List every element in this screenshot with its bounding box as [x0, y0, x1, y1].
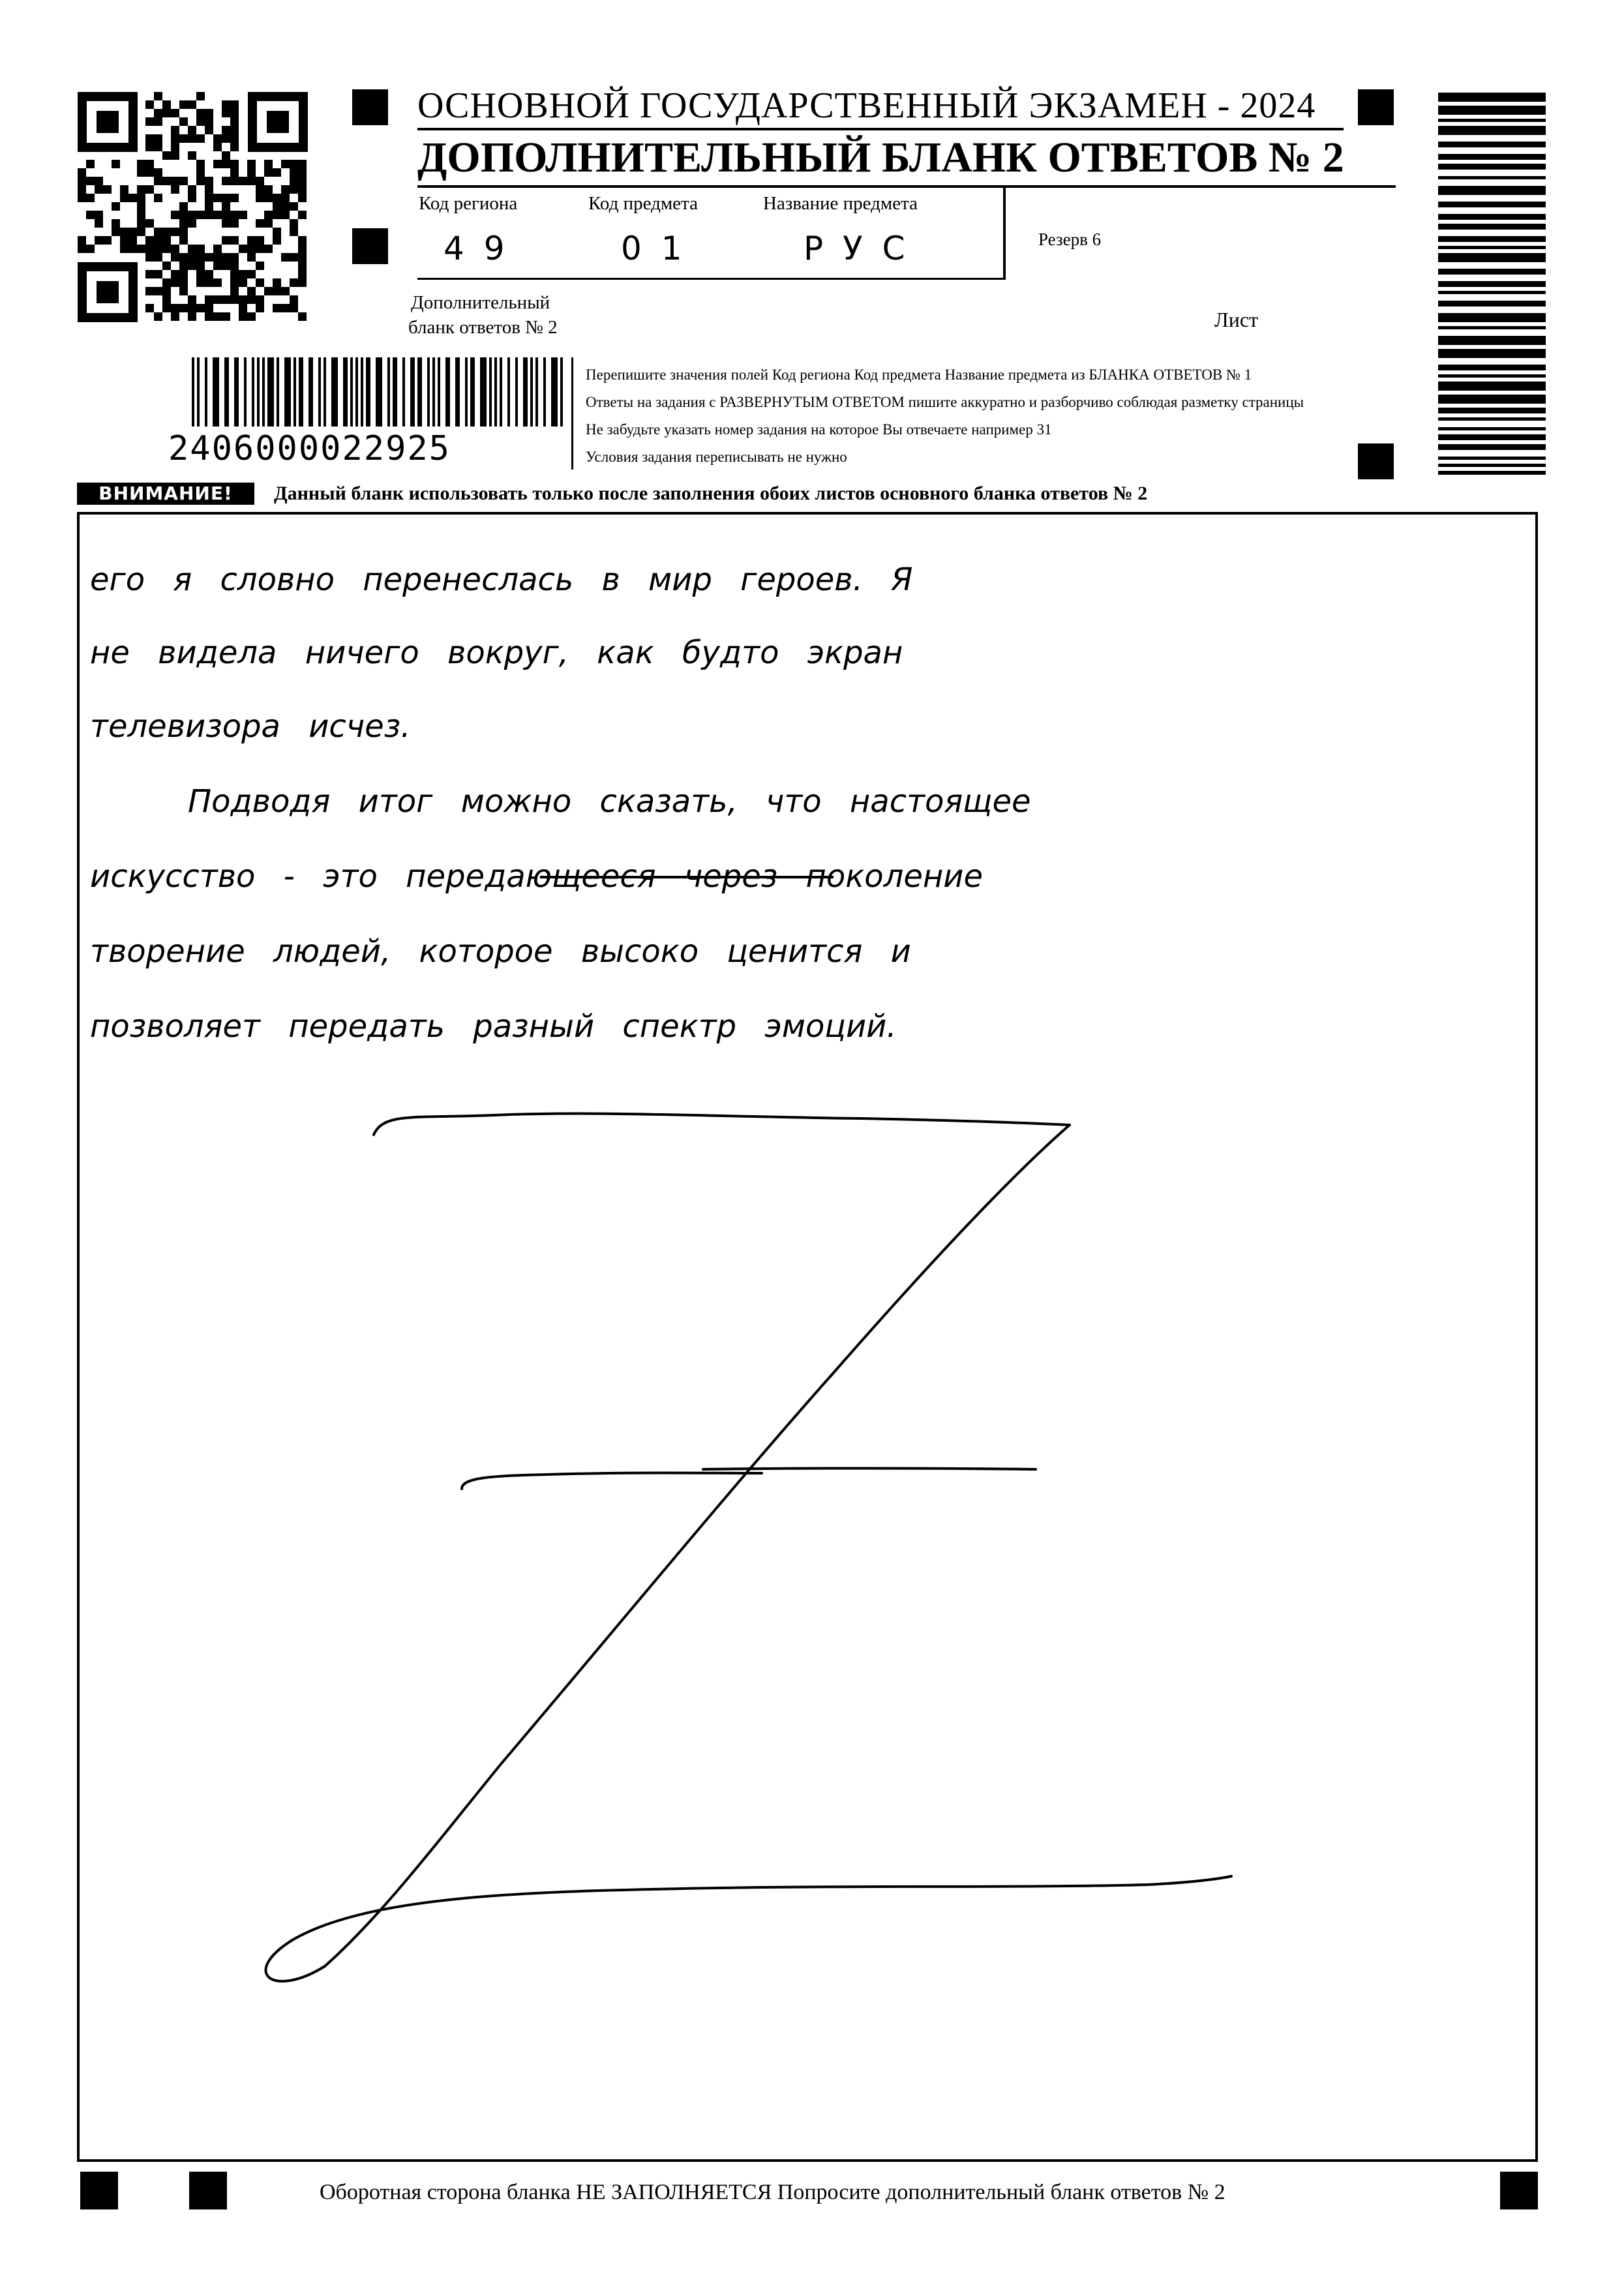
exam-title: ОСНОВНОЙ ГОСУДАРСТВЕННЫЙ ЭКЗАМЕН - 2024: [417, 83, 1344, 130]
subject-name-value: РУС: [804, 230, 925, 267]
registration-marker: [352, 228, 388, 264]
qr-code: [77, 91, 308, 323]
answer-line: его я словно перенеслась в мир героев. Я: [90, 562, 913, 598]
registration-marker: [80, 2172, 118, 2209]
answer-line: телевизора исчез.: [90, 708, 411, 745]
footer-note: Оборотная сторона бланка НЕ ЗАПОЛНЯЕТСЯ Попросите дополнительный бланк ответов № 2: [320, 2180, 1226, 2204]
registration-marker: [1358, 89, 1394, 125]
answer-handwriting: [77, 512, 1538, 2162]
answer-line: творение людей, которое высоко ценится и: [90, 933, 911, 970]
warning-text: Данный бланк использовать только после заполнения обоих листов основного бланка ответов № 2: [274, 483, 1148, 504]
answer-line: Подводя итог можно сказать, что настоящее: [188, 783, 1031, 820]
instruction-line: Условия задания переписывать не нужно: [586, 449, 847, 465]
warning-badge: ВНИМАНИЕ!: [77, 483, 254, 505]
answer-line: позволяет передать разный спектр эмоций.: [90, 1008, 897, 1045]
form-name-line2: бланк ответов № 2: [408, 317, 558, 338]
instruction-line: Ответы на задания с РАЗВЕРНУТЫМ ОТВЕТОМ пишите аккуратно и разборчиво соблюдая разметку страницы: [586, 394, 1304, 410]
timing-stripes: [1438, 91, 1549, 476]
region-code-label: Код региона: [419, 193, 518, 214]
barcode-number: 2406000022925: [168, 429, 451, 468]
barcode: [189, 357, 567, 430]
subject-code-label: Код предмета: [588, 193, 698, 214]
registration-marker: [352, 89, 388, 125]
instruction-line: Перепишите значения полей Код региона Код предмета Название предмета из БЛАНКА ОТВЕТОВ № 1: [586, 367, 1252, 383]
registration-marker: [1358, 443, 1394, 479]
registration-marker: [1500, 2172, 1538, 2209]
answer-line: не видела ничего вокруг, как будто экран: [90, 635, 903, 671]
reserve-label: Резерв 6: [1038, 230, 1102, 249]
answer-line: искусство - это передающееся через поколение: [90, 858, 983, 895]
registration-marker: [189, 2172, 227, 2209]
form-title: ДОПОЛНИТЕЛЬНЫЙ БЛАНК ОТВЕТОВ № 2: [417, 134, 1344, 181]
sheet-label: Лист: [1214, 308, 1259, 331]
region-code-value: 49: [444, 230, 524, 267]
instruction-line: Не забудьте указать номер задания на которое Вы отвечаете например 31: [586, 421, 1052, 438]
form-name-line1: Дополнительный: [411, 292, 550, 313]
subject-name-label: Название предмета: [763, 193, 918, 214]
z-cancel-mark: [265, 1114, 1231, 1981]
subject-code-value: 01: [621, 230, 702, 267]
